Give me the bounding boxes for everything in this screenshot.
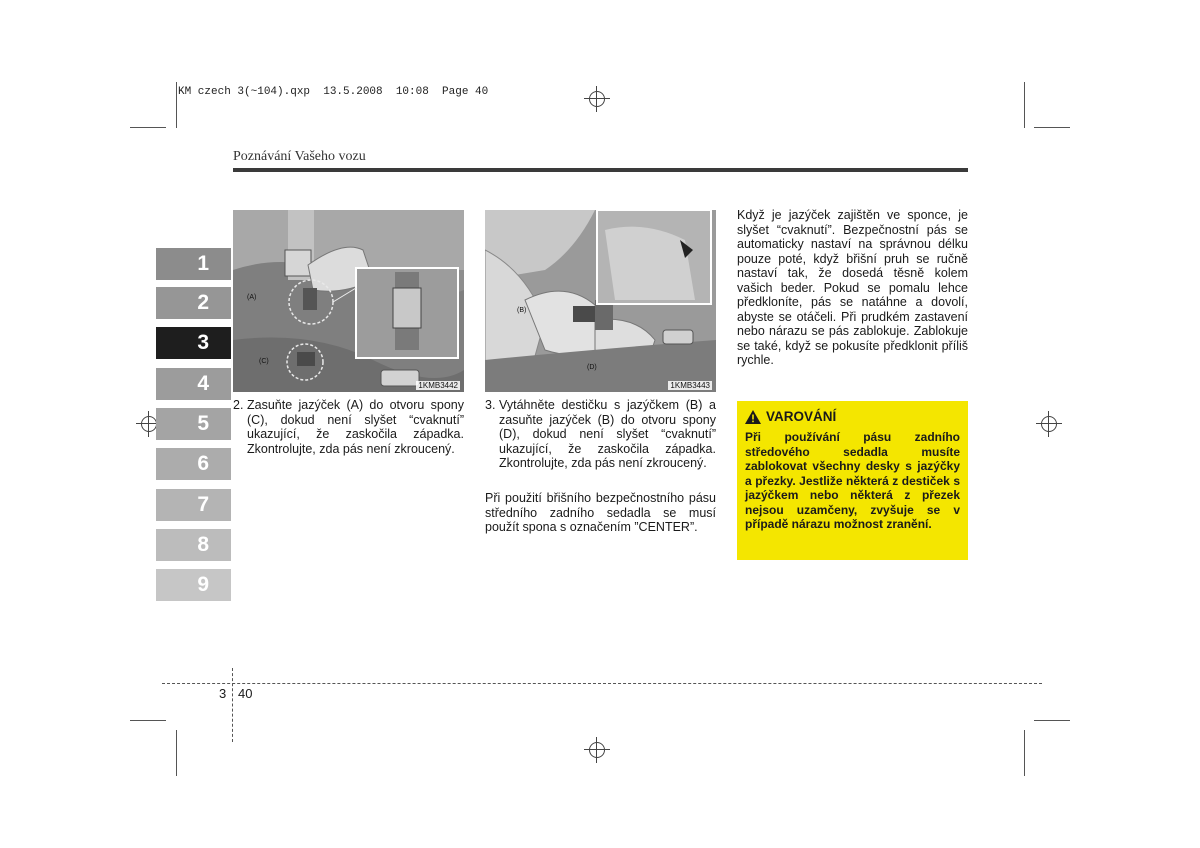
crop-mark	[1034, 720, 1070, 721]
chapter-tab-9[interactable]: 9	[156, 569, 231, 601]
registration-mark-icon	[584, 86, 610, 112]
crop-mark	[176, 730, 177, 776]
page-number: 40	[238, 686, 253, 701]
chapter-tab-7[interactable]: 7	[156, 489, 231, 521]
seatbelt-photo-illustration	[485, 210, 716, 392]
step-number: 3.	[485, 398, 496, 412]
instruction-step-3	[485, 398, 716, 471]
figure-code: 1KMB3443	[670, 381, 710, 390]
header-rule	[233, 168, 968, 172]
figure-seatbelt-buckle-a-c	[233, 210, 464, 392]
chapter-tab-6[interactable]: 6	[156, 448, 231, 480]
step-text: Vytáhněte destičku s jazýčkem (B) a zasuňte jazýček (B) do otvoru spony (D), dokud není slyšet “cvaknutí” ukazující, že zaskočila západka. Zkontrolujte, zda pás není zkroucený.	[499, 398, 716, 470]
callout-label: (B)	[517, 307, 527, 314]
crop-mark	[130, 127, 166, 128]
registration-mark-icon	[1036, 411, 1062, 437]
buckle-info-paragraph: Když je jazýček zajištěn ve sponce, je slyšet “cvaknutí”. Bezpečnostní pás se automaticky nastaví na správnou délku pouze poté, když břišní pruh se ručně nastaví tak, že dosedá těsně kolem vašich beder. Pokud se pomalu lehce předkloníte, pás se natáhne a dovolí, abyste se otáčeli. Při prudkém zastavení nebo nárazu se pás zablokuje. Zablokuje se také, když se pokusíte předklonit příliš rychle.	[737, 208, 968, 367]
warning-box	[737, 401, 968, 560]
page-chapter-number: 3	[219, 686, 227, 701]
footer-dashed-rule	[162, 683, 1042, 684]
print-slug: KM czech 3(~104).qxp 13.5.2008 10:08 Page 40	[178, 86, 489, 98]
section-title: Poznávání Vašeho vozu	[233, 149, 366, 164]
warning-text: Při používání pásu zadního středového sedadla musíte zablokovat všechny desky s jazýčky a přezky. Jestliže některá z destiček s jazýčkem nebo některá z přezek nejsou uzamčeny, zvyšuje se v případě nárazu možnost zranění.	[745, 430, 960, 531]
callout-label: (C)	[259, 358, 269, 365]
callout-label: (A)	[247, 294, 257, 301]
step-number: 2.	[233, 398, 244, 412]
registration-mark-icon	[584, 737, 610, 763]
warning-title: VAROVÁNÍ	[766, 409, 837, 424]
step-text: Zasuňte jazýček (A) do otvoru spony (C), dokud není slyšet “cvaknutí” ukazující, že zaskočila západka. Zkontrolujte, zda pás není zkroucený.	[247, 398, 464, 456]
warning-triangle-icon	[745, 410, 761, 424]
footer-dashed-divider	[232, 668, 233, 742]
crop-mark	[1024, 730, 1025, 776]
center-buckle-note: Při použití břišního bezpečnostního pásu středního zadního sedadla se musí použít spona s označením ”CENTER”.	[485, 491, 716, 534]
crop-mark	[130, 720, 166, 721]
crop-mark	[176, 82, 177, 128]
chapter-tab-5[interactable]: 5	[156, 408, 231, 440]
chapter-tab-1[interactable]: 1	[156, 248, 231, 280]
chapter-tab-4[interactable]: 4	[156, 368, 231, 400]
instruction-step-2	[233, 398, 464, 456]
chapter-tab-2[interactable]: 2	[156, 287, 231, 319]
crop-mark	[1034, 127, 1070, 128]
chapter-tab-3[interactable]: 3	[156, 327, 231, 359]
callout-label: (D)	[587, 364, 597, 371]
figure-code: 1KMB3442	[418, 381, 458, 390]
figure-seatbelt-buckle-b-d	[485, 210, 716, 392]
chapter-tab-8[interactable]: 8	[156, 529, 231, 561]
crop-mark	[1024, 82, 1025, 128]
